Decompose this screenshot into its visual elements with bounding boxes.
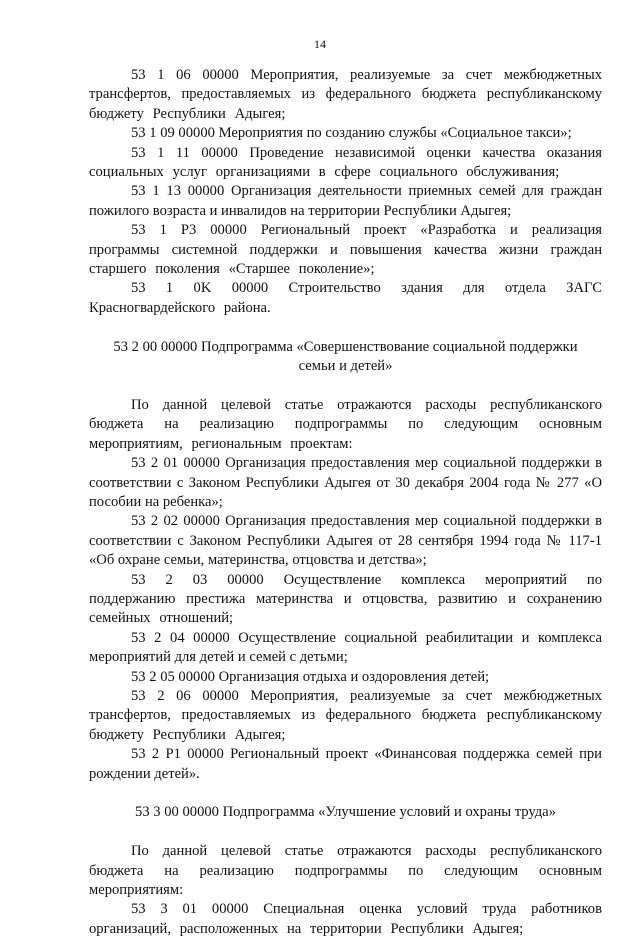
- paragraph-53-3-01: 53 3 01 00000 Специальная оценка условий труда работников организаций, расположенных на территории Республики Адыгея;: [89, 901, 602, 937]
- paragraph-53-2-04: 53 2 04 00000 Осуществление социальной реабилитации и комплекса мероприятий для детей и семей с детьми;: [89, 629, 602, 666]
- paragraph-53-2-05: 53 2 05 00000 Организация отдыха и оздоровления детей;: [131, 668, 490, 685]
- paragraph-53-2-03: 53 2 03 00000 Осуществление комплекса мероприятий по поддержанию престижа материнства и отцовства, развитию и сохранению семейных отношений;: [89, 571, 602, 627]
- paragraph-53-1-13: 53 1 13 00000 Организация деятельности приемных семей для граждан пожилого возраста и инвалидов на территории Республики Адыгея;: [89, 183, 602, 219]
- paragraph-intro-53-3: По данной целевой статье отражаются расходы республиканского бюджета на реализацию подпрограммы по следующим основным мероприятиям:: [89, 843, 602, 898]
- paragraph-53-2-06: 53 2 06 00000 Мероприятия, реализуемые за счет межбюджетных трансфертов, предоставляемых из федерального бюджета республиканскому бюджету Республики Адыгея;: [89, 687, 602, 743]
- page-number: 14: [314, 37, 326, 51]
- paragraph-53-1-06: 53 1 06 00000 Мероприятия, реализуемые за счет межбюджетных трансфертов, предоставляемых из федерального бюджета республиканскому бюджету Республики Адыгея;: [89, 67, 602, 122]
- paragraph-53-2-01: 53 2 01 00000 Организация предоставления мер социальной поддержки в соответствии с Законом Республики Адыгея от 30 декабря 2004 года № 277 «О пособии на ребенка»;: [89, 455, 602, 510]
- document-body: [89, 66, 602, 939]
- paragraph-53-2-02: 53 2 02 00000 Организация предоставления мер социальной поддержки в соответствии с Законом Республики Адыгея от 28 сентября 1994 года № 117-1 «Об охране семьи, материнства, отцовства и детства»;: [89, 513, 602, 569]
- paragraph-53-2-p1: 53 2 P1 00000 Региональный проект «Финансовая поддержка семей при рождении детей».: [89, 746, 602, 782]
- paragraph-53-1-09: 53 1 09 00000 Мероприятия по созданию службы «Социальное такси»;: [131, 125, 572, 142]
- section-heading-53-3: 53 3 00 00000 Подпрограмма «Улучшение условий и охраны труда»: [135, 804, 556, 821]
- paragraph-53-1-11: 53 1 11 00000 Проведение независимой оценки качества оказания социальных услуг организациями в сфере социального обслуживания;: [89, 144, 602, 181]
- paragraph-53-1-p3: 53 1 P3 00000 Региональный проект «Разработка и реализация программы системной поддержки и повышения качества жизни граждан старшего поколения «Старшее поколение»;: [89, 222, 602, 278]
- section-heading-53-2: 53 2 00 00000 Подпрограмма «Совершенствование социальной поддержки семьи и детей»: [113, 338, 578, 375]
- paragraph-53-1-0k: 53 1 0K 00000 Строительство здания для отдела ЗАГС Красногвардейского района.: [89, 280, 602, 316]
- paragraph-intro-53-2: По данной целевой статье отражаются расходы республиканского бюджета на реализацию подпрограммы по следующим основным мероприятиям, региональным проектам:: [89, 396, 602, 452]
